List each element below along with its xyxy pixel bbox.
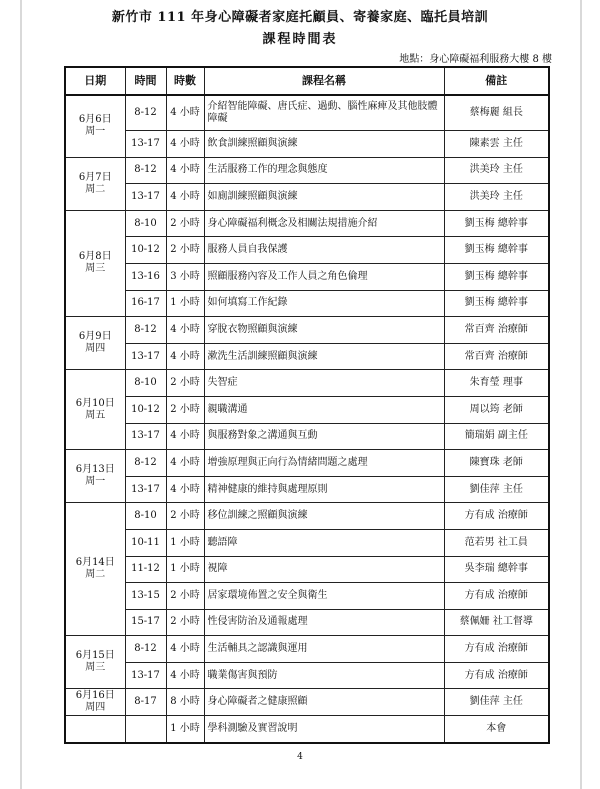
table-row [65,636,549,663]
time-cell: 16-17 [125,290,166,317]
time-cell: 8-10 [125,210,166,237]
course-cell: 聽語障 [204,529,444,556]
course-cell: 學科測驗及實習說明 [204,716,444,743]
table-row [65,157,549,184]
table-row [65,343,549,370]
note-cell: 劉玉梅 總幹事 [444,210,549,237]
course-cell: 移位訓練之照顧與演練 [204,503,444,530]
table-row [65,290,549,317]
date-cell [65,370,125,450]
note-cell: 洪美玲 主任 [444,157,549,184]
hours-cell: 3 小時 [166,263,204,290]
date-label: 6月8日 [78,251,112,263]
note-cell: 劉佳萍 主任 [444,476,549,503]
hours-cell: 2 小時 [166,210,204,237]
time-cell: 13-17 [125,476,166,503]
time-cell: 13-17 [125,131,166,158]
time-cell: 13-17 [125,184,166,211]
time-cell: 13-17 [125,423,166,450]
note-cell: 朱育瑩 理事 [444,370,549,397]
weekday-label: 周一 [85,476,106,488]
course-cell: 介紹智能障礙、唐氏症、過動、腦性麻痺及其他肢體障礙 [204,95,444,131]
time-cell: 8-12 [125,317,166,344]
hours-cell: 4 小時 [166,157,204,184]
document-subtitle: 課程時間表 [262,32,338,47]
time-cell: 8-10 [125,503,166,530]
table-row [65,317,549,344]
column-header-date: 日期 [65,67,125,95]
document-title: 新竹市 111 年身心障礙者家庭托顧員、寄養家庭、臨托員培訓 [111,10,489,25]
course-cell: 飲食訓練照顧與演練 [204,131,444,158]
hours-cell: 4 小時 [166,317,204,344]
time-cell: 10-12 [125,237,166,264]
page-left-edge [20,0,22,789]
time-cell: 8-12 [125,636,166,663]
page-right-edge [580,0,582,789]
hours-cell: 8 小時 [166,689,204,716]
course-cell: 漱洗生活訓練照顧與演練 [204,343,444,370]
date-cell [65,503,125,636]
course-cell: 性侵害防治及通報處理 [204,609,444,636]
course-cell: 身心障礙者之健康照顧 [204,689,444,716]
time-cell: 8-12 [125,450,166,477]
table-row [65,131,549,158]
date-label: 6月6日 [78,114,112,126]
course-cell: 職業傷害與預防 [204,662,444,689]
note-cell: 劉玉梅 總幹事 [444,237,549,264]
column-header-time: 時間 [125,67,166,95]
table-row [65,529,549,556]
course-cell: 生活服務工作的理念與態度 [204,157,444,184]
date-cell [65,716,125,743]
note-cell: 方有成 治療師 [444,636,549,663]
hours-cell: 1 小時 [166,556,204,583]
weekday-label: 周五 [85,409,106,421]
date-cell [65,95,125,157]
date-label: 6月14日 [75,557,115,569]
table-row [65,476,549,503]
time-cell: 8-12 [125,157,166,184]
note-cell: 蔡梅麗 組長 [444,95,549,131]
weekday-label: 周四 [85,343,106,355]
course-cell: 穿脫衣物照顧與演練 [204,317,444,344]
note-cell: 劉玉梅 總幹事 [444,290,549,317]
hours-cell: 4 小時 [166,662,204,689]
course-cell: 視障 [204,556,444,583]
note-cell: 洪美玲 主任 [444,184,549,211]
course-cell: 增強原理與正向行為情緒問題之處理 [204,450,444,477]
course-cell: 照顧服務內容及工作人員之角色倫理 [204,263,444,290]
hours-cell: 2 小時 [166,237,204,264]
hours-cell: 4 小時 [166,636,204,663]
course-cell: 與服務對象之溝通與互動 [204,423,444,450]
hours-cell: 2 小時 [166,503,204,530]
date-label: 6月10日 [75,397,115,409]
note-cell: 方有成 治療師 [444,503,549,530]
course-cell: 如何填寫工作紀錄 [204,290,444,317]
course-cell: 居家環境佈置之安全與衛生 [204,583,444,610]
date-label: 6月13日 [75,464,115,476]
date-label: 6月7日 [78,171,112,183]
weekday-label: 周二 [85,183,106,195]
date-label: 6月15日 [75,650,115,662]
date-cell [65,210,125,316]
time-cell: 10-11 [125,529,166,556]
course-cell: 失智症 [204,370,444,397]
column-header-course: 課程名稱 [204,67,444,95]
date-cell [65,157,125,210]
course-cell: 服務人員自我保護 [204,237,444,264]
hours-cell: 2 小時 [166,396,204,423]
schedule-body [65,95,549,743]
time-cell: 8-10 [125,370,166,397]
note-cell: 劉玉梅 總幹事 [444,263,549,290]
location-note: 地點：身心障礙福利服務大樓 8 樓 [399,54,552,65]
note-cell: 范若男 社工員 [444,529,549,556]
time-cell: 10-12 [125,396,166,423]
note-cell: 陳寶珠 老師 [444,450,549,477]
note-cell: 周以筠 老師 [444,396,549,423]
date-cell [65,636,125,689]
note-cell: 簡瑞娟 副主任 [444,423,549,450]
hours-cell: 4 小時 [166,343,204,370]
time-cell: 8-17 [125,689,166,716]
note-cell: 劉佳萍 主任 [444,689,549,716]
table-row [65,423,549,450]
time-cell: 13-17 [125,662,166,689]
weekday-label: 周四 [85,702,106,714]
time-cell: 8-12 [125,95,166,131]
note-cell: 常百齊 治療師 [444,343,549,370]
time-cell: 11-12 [125,556,166,583]
hours-cell: 4 小時 [166,184,204,211]
table-row [65,184,549,211]
table-row [65,716,549,743]
hours-cell: 1 小時 [166,290,204,317]
note-cell: 本會 [444,716,549,743]
weekday-label: 周三 [85,662,106,674]
hours-cell: 4 小時 [166,450,204,477]
hours-cell: 2 小時 [166,583,204,610]
table-header-row [65,67,549,95]
hours-cell: 4 小時 [166,131,204,158]
weekday-label: 周一 [85,126,106,138]
time-cell: 15-17 [125,609,166,636]
page-number: 4 [297,752,303,762]
column-header-hours: 時數 [166,67,204,95]
time-cell: 13-15 [125,583,166,610]
note-cell: 方有成 治療師 [444,662,549,689]
note-cell: 蔡佩姍 社工督導 [444,609,549,636]
table-row [65,263,549,290]
weekday-label: 周三 [85,263,106,275]
hours-cell: 2 小時 [166,370,204,397]
table-row [65,503,549,530]
table-row [65,396,549,423]
table-row [65,662,549,689]
table-row [65,237,549,264]
table-row [65,95,549,131]
date-label: 6月16日 [75,690,115,702]
date-label: 6月9日 [78,331,112,343]
date-cell [65,689,125,716]
table-row [65,556,549,583]
table-row [65,583,549,610]
hours-cell: 1 小時 [166,529,204,556]
table-row [65,609,549,636]
course-cell: 如廁訓練照顧與演練 [204,184,444,211]
course-cell: 身心障礙福利概念及相關法規措施介紹 [204,210,444,237]
table-row [65,370,549,397]
column-header-note: 備註 [444,67,549,95]
hours-cell: 4 小時 [166,95,204,131]
course-cell: 生活輔具之認識與運用 [204,636,444,663]
note-cell: 常百齊 治療師 [444,317,549,344]
time-cell [125,716,166,743]
time-cell: 13-17 [125,343,166,370]
schedule-table [64,66,550,744]
table-row [65,450,549,477]
hours-cell: 2 小時 [166,609,204,636]
time-cell: 13-16 [125,263,166,290]
date-cell [65,317,125,370]
weekday-label: 周二 [85,569,106,581]
hours-cell: 4 小時 [166,476,204,503]
hours-cell: 1 小時 [166,716,204,743]
table-row [65,689,549,716]
note-cell: 方有成 治療師 [444,583,549,610]
note-cell: 陳素雲 主任 [444,131,549,158]
course-cell: 精神健康的維持與處理原則 [204,476,444,503]
table-row [65,210,549,237]
note-cell: 吳李瑞 總幹事 [444,556,549,583]
course-cell: 親職溝通 [204,396,444,423]
date-cell [65,450,125,503]
hours-cell: 4 小時 [166,423,204,450]
